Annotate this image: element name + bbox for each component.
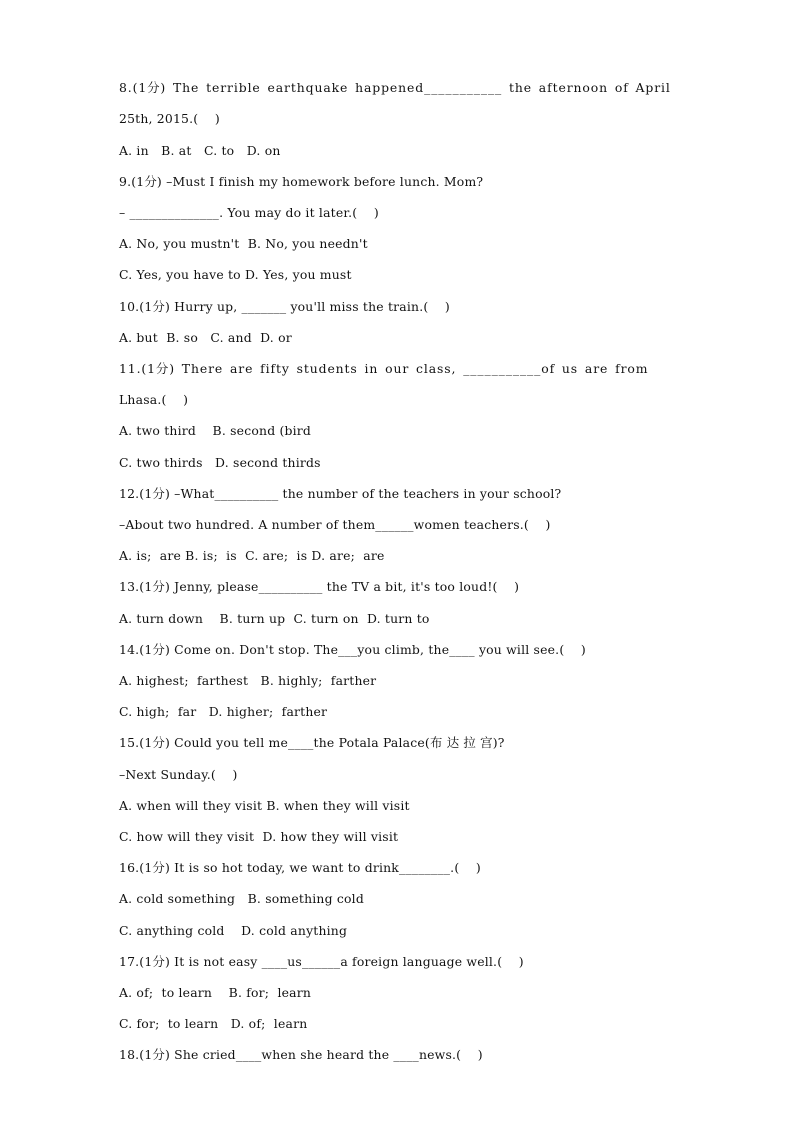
question-11-options-cd: C. two thirds D. second thirds	[119, 455, 321, 470]
question-12-response: –About two hundred. A number of them______women teachers.( )	[119, 517, 551, 532]
question-18-stem: 18.(1分) She cried____when she heard the ____news.( )	[119, 1047, 483, 1062]
question-16-options-cd: C. anything cold D. cold anything	[119, 923, 348, 938]
question-9-response: – ______________. You may do it later.( )	[119, 205, 379, 220]
question-17-stem: 17.(1分) It is not easy ____us______a foreign language well.( )	[119, 954, 524, 969]
question-15-stem: 15.(1分) Could you tell me____the Potala Palace(布 达 拉 宫)?	[119, 735, 505, 750]
question-8-options: A. in B. at C. to D. on	[119, 143, 281, 158]
question-14-options-ab: A. highest; farthest B. highly; farther	[119, 673, 377, 688]
question-8-stem-cont: 25th, 2015.( )	[119, 111, 220, 126]
question-13-options: A. turn down B. turn up C. turn on D. turn to	[119, 611, 430, 626]
question-9-options-ab: A. No, you mustn't B. No, you needn't	[119, 236, 368, 251]
question-17-options-ab: A. of; to learn B. for; learn	[119, 985, 312, 1000]
question-8-stem: 8.(1分) The terrible earthquake happened___________ the afternoon of April	[119, 80, 671, 95]
question-11-stem: 11.(1分) There are fifty students in our class, ___________of us are from	[119, 361, 649, 376]
question-15-options-ab: A. when will they visit B. when they will visit	[119, 798, 410, 813]
question-14-stem: 14.(1分) Come on. Don't stop. The___you climb, the____ you will see.( )	[119, 642, 586, 657]
question-11-options-ab: A. two third B. second (bird	[119, 423, 312, 438]
question-16-stem: 16.(1分) It is so hot today, we want to drink________.( )	[119, 860, 481, 875]
question-15-response: –Next Sunday.( )	[119, 767, 238, 782]
question-17-options-cd: C. for; to learn D. of; learn	[119, 1016, 308, 1031]
question-15-options-cd: C. how will they visit D. how they will visit	[119, 829, 399, 844]
question-10-stem: 10.(1分) Hurry up, _______ you'll miss the train.( )	[119, 299, 450, 314]
question-9-stem: 9.(1分) –Must I finish my homework before lunch. Mom?	[119, 174, 484, 189]
question-16-options-ab: A. cold something B. something cold	[119, 891, 364, 906]
question-9-options-cd: C. Yes, you have to D. Yes, you must	[119, 267, 352, 282]
question-11-stem-cont: Lhasa.( )	[119, 392, 189, 407]
question-10-options: A. but B. so C. and D. or	[119, 330, 292, 345]
question-12-stem: 12.(1分) –What__________ the number of the teachers in your school?	[119, 486, 562, 501]
question-14-options-cd: C. high; far D. higher; farther	[119, 704, 328, 719]
question-12-options: A. is; are B. is; is C. are; is D. are; are	[119, 548, 385, 563]
question-13-stem: 13.(1分) Jenny, please__________ the TV a bit, it's too loud!( )	[119, 579, 520, 594]
